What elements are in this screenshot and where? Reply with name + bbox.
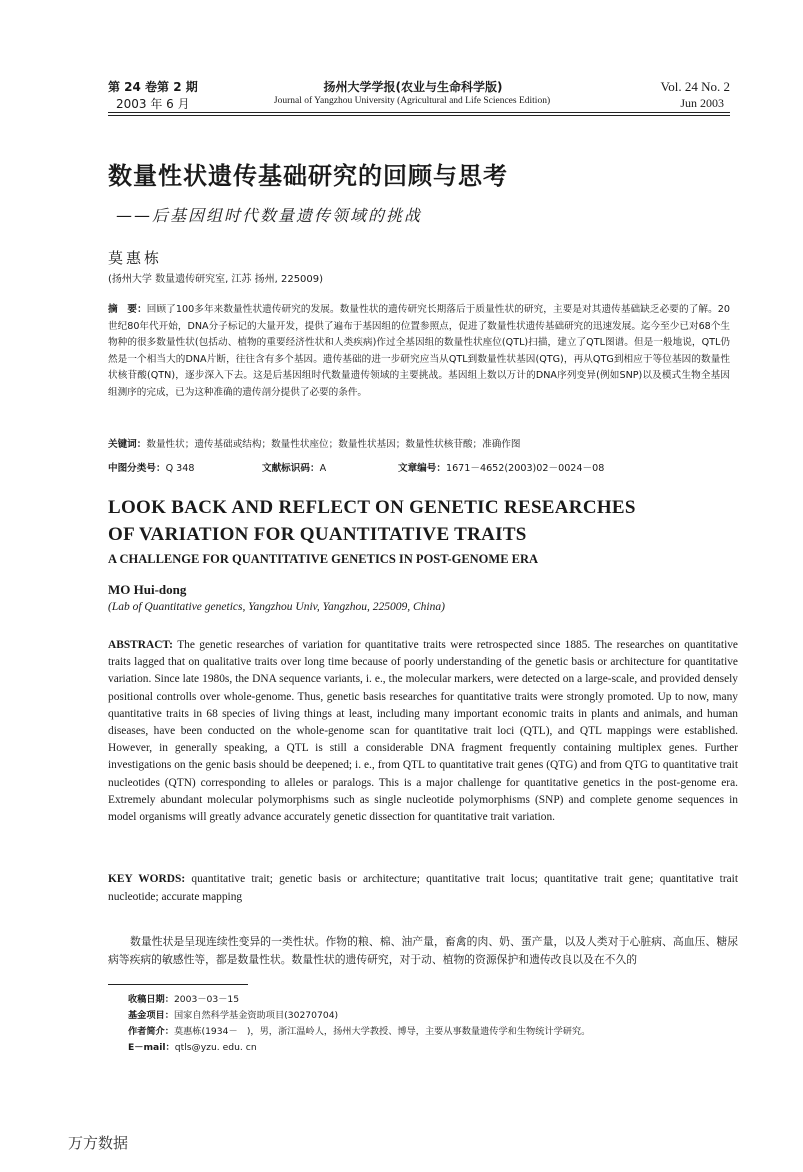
keywords-en [108, 871, 738, 906]
header-rule-thin [108, 115, 730, 116]
keywords-cn [108, 436, 730, 450]
header-rule-thick [108, 112, 730, 113]
abstract-en-text: The genetic researches of variation for quantitative traits were retrospected since 1885. The researches on quantitative traits lagged that on qualitative traits over long time because of poorly understanding of the genetic basis or architecture for quantitative variation. Since late 1980s, the DNA sequence variants, i. e., the molecular markers, were detected on a large-scale, and provided densely positional controlls over whole-genome. Thus, genetic basis researches for quantitative traits were strongly promoted. Up to now, many quantitative traits in 68 species of living things at least, including many important economic traits in plants and animals, and human diseases, have been conducted on the whole-genome scan for quantitative trait loci (QTL), and QTL mappings were established. However, in generally speaking, a QTL is still a considerable DNA fragment frequently containing multiplex genes. Further investigations on the genic basis should be deepened; i. e., from QTL to quantitative trait genes (QTG) and from QTG to quantitative trait nucleotides (QTN) corresponding to alleles or paralogs. This is a major challenge for quantitative genetics in the post-genome era. Extremely abundant molecular polymorphisms such as single nucleotide polymorphisms (SNP) and complete genome sequences in model organisms will greatly advance accurately genetic dissection for quantitative trait variation. [108, 639, 738, 824]
keywords-en-text: quantitative trait; genetic basis or architecture; quantitative trait locus; quantitative trait gene; quantitative trait nucleotide; accurate mapping [108, 873, 739, 903]
title-en-line1: LOOK BACK AND REFLECT ON GENETIC RESEARCHES [108, 497, 636, 518]
author-en: MO Hui-dong [108, 582, 187, 597]
footnote-fund: 基金项目：国家自然科学基金资助项目(30270704) [128, 1010, 339, 1021]
clc-number [108, 460, 194, 474]
keywords-en-label: KEY WORDS: [108, 873, 186, 885]
date-en: Jun 2003 [680, 96, 724, 110]
footnote-email: E－mail：qtls@yzu. edu. cn [128, 1042, 257, 1053]
watermark: 万方数据 [68, 1134, 129, 1152]
abstract-cn-label: 摘 要： [108, 304, 147, 315]
abstract-cn [108, 302, 730, 401]
clc-label: 中图分类号： [108, 463, 166, 474]
title-en-line2: OF VARIATION FOR QUANTITATIVE TRAITS [108, 524, 527, 545]
article-number [398, 460, 604, 474]
affiliation-en: (Lab of Quantitative genetics, Yangzhou Univ, Yangzhou, 225009, China) [108, 601, 445, 613]
document-code [262, 460, 326, 474]
subtitle-en: A CHALLENGE FOR QUANTITATIVE GENETICS IN POST-GENOME ERA [108, 552, 539, 566]
abstract-en-label: ABSTRACT: [108, 639, 173, 651]
doc-label: 文献标识码： [262, 463, 320, 474]
journal-name-en: Journal of Yangzhou University (Agricultural and Life Sciences Edition) [273, 96, 551, 106]
abstract-cn-text: 回顾了100多年来数量性状遗传研究的发展。数量性状的遗传研究长期落后于质量性状的研究，主要是对其遗传基础缺乏必要的了解。20世纪80年代开始，DNA分子标记的大量开发，提供了遍布于基因组的位置参照点，促进了数量性状遗传基础研究的迅速发展。迄今至少已对68个生物种的很多数量性状(包括动、植物的重要经济性状和人类疾病)作过全基因组的数量性状座位(QTL)扫描，建立了QTL图谱。但是一般地说，QTL仍然是一个相当大的DNA片断，往往含有多个基因。遗传基础的进一步研究应当从QTL到数量性状基因(QTG)，再从QTG到相应于等位基因的数量性状核苷酸(QTN)，逐步深入下去。这是后基因组时代数量遗传领域的主要挑战。基因组上数以万计的DNA序列变异(例如SNP)以及模式生物全基因组测序的完成，已为这种准确的遗传剖分提供了必要的条件。 [108, 304, 730, 398]
footnote-received: 收稿日期：2003－03－15 [128, 994, 240, 1005]
body-paragraph: 数量性状是呈现连续性变异的一类性状。作物的粮、棉、油产量，畜禽的肉、奶、蛋产量，以及人类对于心脏病、高血压、糖尿病等疾病的敏感性等，都是数量性状。数量性状的遗传研究，对于动、植物的资源保护和遗传改良以及在不久的 [108, 935, 738, 966]
footnotes [128, 992, 738, 1056]
article-label: 文章编号： [398, 463, 446, 474]
clc-value: Q 348 [165, 463, 195, 474]
volume-issue-en: Vol. 24 No. 2 [660, 79, 730, 94]
keywords-cn-label: 关键词： [108, 439, 147, 450]
article-value: 1671－4652(2003)02－0024－08 [445, 463, 605, 474]
journal-name-cn: 扬州大学学报(农业与生命科学版) [323, 80, 503, 94]
date-cn: 2003 年 6 月 [116, 97, 190, 111]
volume-issue-cn: 第 24 卷第 2 期 [108, 80, 198, 94]
title-cn: 数量性状遗传基础研究的回顾与思考 [108, 162, 508, 190]
doc-value: A [319, 463, 327, 474]
keywords-cn-text: 数量性状；遗传基础或结构；数量性状座位；数量性状基因；数量性状核苷酸；准确作图 [146, 439, 521, 450]
footnote-rule [108, 984, 248, 985]
affiliation-cn: (扬州大学 数量遗传研究室, 江苏 扬州, 225009) [108, 274, 324, 285]
author-cn: 莫惠栋 [108, 249, 163, 267]
abstract-en [108, 637, 738, 826]
footnote-author-bio: 作者简介：莫惠栋(1934－ )，男，浙江温岭人，扬州大学教授、博导，主要从事数量遗传学和生物统计学研究。 [128, 1026, 591, 1037]
subtitle-cn: ——后基因组时代数量遗传领域的挑战 [116, 206, 423, 225]
